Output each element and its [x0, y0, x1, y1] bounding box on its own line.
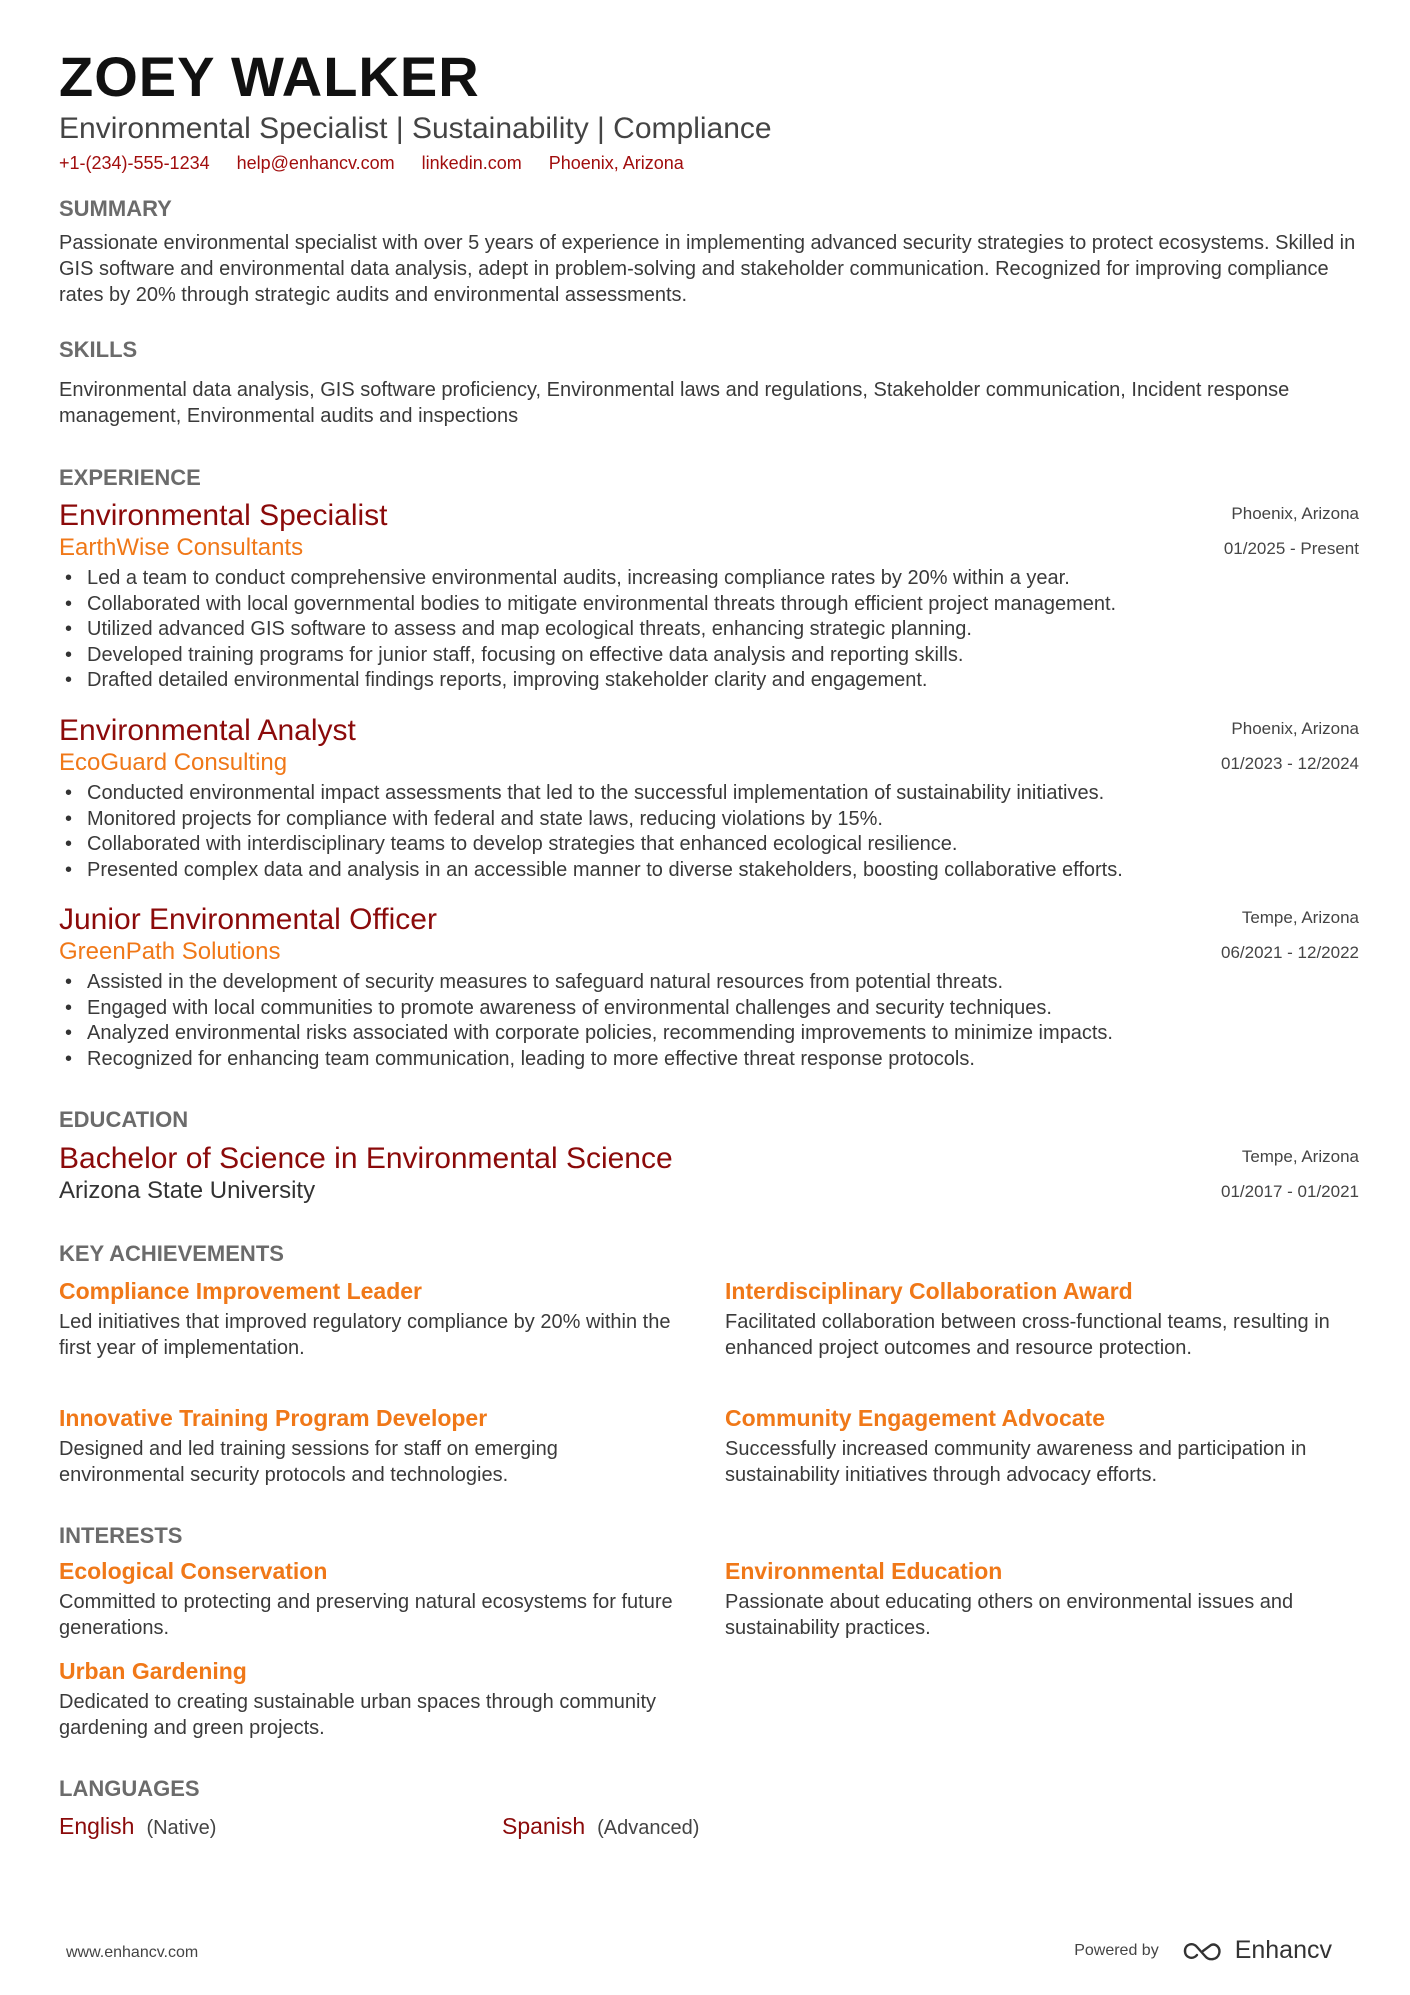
job-dates: 01/2023 - 12/2024	[1220, 754, 1359, 773]
skills-title: SKILLS	[59, 337, 138, 362]
job-dates: 06/2021 - 12/2022	[1220, 943, 1359, 962]
education-section	[59, 1107, 1359, 1133]
languages-section	[59, 1776, 1359, 1802]
interest-card	[725, 1557, 1345, 1641]
interest-desc: Passionate about educating others on environmental issues and sustainability practices.	[725, 1591, 1294, 1639]
job-role: Environmental Analyst	[59, 714, 356, 747]
achievements-title: KEY ACHIEVEMENTS	[59, 1241, 284, 1266]
job-location: Phoenix, Arizona	[1231, 719, 1359, 738]
job-company: GreenPath Solutions	[59, 938, 281, 965]
job-location: Tempe, Arizona	[1241, 908, 1359, 927]
skills-section	[59, 337, 1359, 429]
job-bullet: • Led a team to conduct comprehensive environmental audits, increasing compliance rates by 20% within a year.	[87, 566, 1359, 592]
job-bullet: • Analyzed environmental risks associated with corporate policies, recommending improvements to minimize impacts.	[87, 1021, 1359, 1047]
job-bullet: • Drafted detailed environmental findings reports, improving stakeholder clarity and engagement.	[87, 668, 1359, 694]
achievement-card	[59, 1277, 679, 1361]
interest-desc: Committed to protecting and preserving natural ecosystems for future generations.	[59, 1591, 673, 1639]
education-school: Arizona State University	[59, 1177, 316, 1204]
language-item	[502, 1813, 699, 1840]
job-bullets	[59, 566, 1359, 694]
education-title: EDUCATION	[59, 1107, 189, 1132]
brand-name: Enhancv	[1234, 1936, 1332, 1964]
achievement-card	[725, 1277, 1345, 1361]
job-bullet: • Recognized for enhancing team communication, leading to more effective threat response protocols.	[87, 1047, 1359, 1073]
job-dates: 01/2025 - Present	[1223, 539, 1359, 558]
achievement-desc: Designed and led training sessions for staff on emerging environmental security protocols and technologies.	[59, 1438, 558, 1486]
job-entry	[59, 499, 1359, 694]
achievement-desc: Led initiatives that improved regulatory compliance by 20% within the first year of implementation.	[59, 1311, 671, 1359]
achievement-card	[725, 1404, 1345, 1488]
resume-page	[59, 44, 1359, 1839]
summary-title: SUMMARY	[59, 196, 172, 221]
contact-phone[interactable]: +1-(234)-555-1234	[59, 153, 210, 173]
enhancv-logo-icon	[1183, 1940, 1227, 1962]
education-entry	[59, 1142, 1359, 1206]
interest-title: Environmental Education	[725, 1558, 1003, 1584]
skills-text: Environmental data analysis, GIS software proficiency, Environmental laws and regulations, Stakeholder communication, Incident response management, Environmental audits and inspections	[59, 379, 1290, 427]
brand-link[interactable]	[1183, 1936, 1332, 1965]
job-bullet: • Monitored projects for compliance with federal and state laws, reducing violations by 15%.	[87, 807, 1359, 833]
contact-location: Phoenix, Arizona	[548, 153, 684, 173]
job-location: Phoenix, Arizona	[1231, 504, 1359, 523]
language-level: (Native)	[146, 1817, 217, 1839]
footer-website[interactable]: www.enhancv.com	[66, 1944, 199, 1961]
footer-branding	[1074, 1936, 1332, 1965]
achievement-title: Innovative Training Program Developer	[59, 1405, 488, 1431]
job-bullets	[59, 970, 1359, 1072]
languages-title: LANGUAGES	[59, 1776, 200, 1801]
language-item	[59, 1813, 216, 1840]
achievement-desc: Facilitated collaboration between cross-functional teams, resulting in enhanced project outcomes and resource protection.	[725, 1311, 1330, 1359]
contact-email[interactable]: help@enhancv.com	[236, 153, 395, 173]
job-bullets	[59, 781, 1359, 883]
language-name: Spanish	[502, 1813, 586, 1839]
language-level: (Advanced)	[597, 1817, 700, 1839]
education-dates: 01/2017 - 01/2021	[1220, 1182, 1359, 1201]
interest-card	[59, 1557, 679, 1641]
language-name: English	[59, 1813, 135, 1839]
contact-linkedin[interactable]: linkedin.com	[421, 153, 522, 173]
interest-title: Urban Gardening	[59, 1658, 247, 1684]
contact-info	[59, 152, 1359, 174]
achievement-card	[59, 1404, 679, 1488]
candidate-name: ZOEY WALKER	[59, 45, 480, 108]
job-bullet: • Presented complex data and analysis in an accessible manner to diverse stakeholders, boosting collaborative efforts.	[87, 858, 1359, 884]
interests-section	[59, 1523, 1359, 1549]
candidate-headline: Environmental Specialist | Sustainability | Compliance	[59, 112, 772, 145]
achievement-desc: Successfully increased community awareness and participation in sustainability initiatives through advocacy efforts.	[725, 1438, 1307, 1486]
interests-title: INTERESTS	[59, 1523, 183, 1548]
job-role: Environmental Specialist	[59, 499, 388, 532]
job-entry	[59, 714, 1359, 883]
experience-section	[59, 465, 1359, 491]
interest-title: Ecological Conservation	[59, 1558, 328, 1584]
job-company: EarthWise Consultants	[59, 534, 304, 561]
job-bullet: • Utilized advanced GIS software to assess and map ecological threats, enhancing strategic planning.	[87, 617, 1359, 643]
job-bullet: • Engaged with local communities to promote awareness of environmental challenges and security techniques.	[87, 996, 1359, 1022]
achievement-title: Compliance Improvement Leader	[59, 1278, 422, 1304]
job-bullet: • Assisted in the development of security measures to safeguard natural resources from potential threats.	[87, 970, 1359, 996]
job-bullet: • Collaborated with interdisciplinary teams to develop strategies that enhanced ecological resilience.	[87, 832, 1359, 858]
education-location: Tempe, Arizona	[1241, 1147, 1359, 1166]
experience-title: EXPERIENCE	[59, 465, 201, 490]
job-company: EcoGuard Consulting	[59, 749, 288, 776]
interest-desc: Dedicated to creating sustainable urban spaces through community gardening and green projects.	[59, 1691, 657, 1739]
job-entry	[59, 903, 1359, 1072]
achievement-title: Community Engagement Advocate	[725, 1405, 1105, 1431]
powered-by-label: Powered by	[1074, 1941, 1159, 1959]
education-degree: Bachelor of Science in Environmental Science	[59, 1142, 673, 1175]
resume-header	[59, 44, 1359, 174]
job-role: Junior Environmental Officer	[59, 903, 437, 936]
achievements-section	[59, 1241, 1359, 1267]
summary-section	[59, 196, 1359, 308]
job-bullet: • Developed training programs for junior staff, focusing on effective data analysis and reporting skills.	[87, 643, 1359, 669]
job-bullet: • Conducted environmental impact assessments that led to the successful implementation of sustainability initiatives.	[87, 781, 1359, 807]
summary-text: Passionate environmental specialist with over 5 years of experience in implementing advanced security strategies to protect ecosystems. Skilled in GIS software and environmental data analysis, adept in problem-solving and stakeholder communication. Recognized for improving compliance rates by 20% through strategic audits and environmental assessments.	[59, 232, 1356, 306]
achievement-title: Interdisciplinary Collaboration Award	[725, 1278, 1133, 1304]
job-bullet: • Collaborated with local governmental bodies to mitigate environmental threats through efficient project management.	[87, 592, 1359, 618]
interest-card	[59, 1657, 679, 1741]
